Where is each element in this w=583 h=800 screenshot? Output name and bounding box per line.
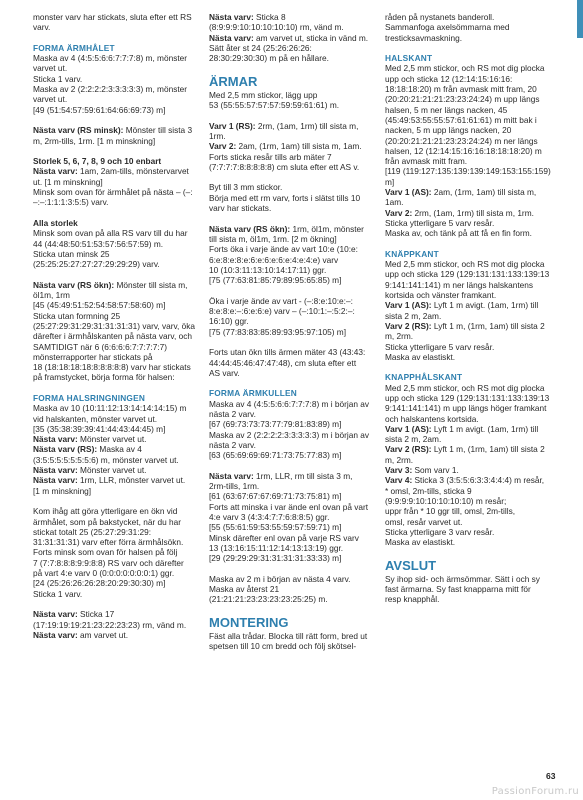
text-paragraph bbox=[209, 471, 374, 564]
bold-label: Varv 3: bbox=[385, 465, 413, 476]
line-text: Lyft 1 m, (1rm, 1am) till sista 2 bbox=[431, 320, 545, 331]
text-paragraph bbox=[33, 280, 197, 383]
text-line: 6:e:8:e:8:e:6:e:6:e:6:e:4:e:4:e) varv bbox=[209, 254, 339, 265]
page-edge-tab bbox=[577, 0, 583, 38]
text-line: Sammanfoga axelsömmarna med bbox=[385, 22, 510, 33]
text-line: Maska av 10 (10:11:12:13:14:14:14:15) m bbox=[33, 403, 187, 414]
text-line: Med 2,5 mm stickor, och RS mot dig plocka bbox=[385, 63, 545, 74]
text-line bbox=[385, 444, 553, 454]
text-line: [45 (45:49:51:52:54:58:57:58:60) m] bbox=[33, 300, 166, 311]
text-line: Med 2,5 mm stickor, lägg upp bbox=[209, 89, 318, 100]
text-line: därefter i ärmhålskanten på nästa varv, och bbox=[33, 331, 192, 342]
line-text: 2am, (1rm, 1am) till sista m, bbox=[431, 187, 537, 198]
text-line: Sticka utan minsk 25 bbox=[33, 248, 110, 259]
text-line bbox=[33, 465, 197, 475]
text-paragraph bbox=[385, 259, 553, 362]
text-paragraph bbox=[209, 182, 374, 213]
text-line: Maska av återst 21 bbox=[209, 584, 280, 595]
bold-label: Storlek 5, 6, 7, 8, 9 och 10 enbart bbox=[33, 156, 162, 167]
text-line: Sätt åter st 24 (25:26:26:26: bbox=[209, 42, 312, 53]
text-line: * omsl, 2m-tills, sticka 9 bbox=[385, 485, 472, 496]
text-line: ut. [1 m minskning] bbox=[33, 176, 103, 187]
text-line: öl1m, 1rm bbox=[33, 290, 70, 301]
line-text: Sticka 17 bbox=[77, 609, 115, 620]
text-line: [61 (63:67:67:67:69:71:73:75:81) m] bbox=[209, 491, 342, 502]
text-line: Fäst alla trådar. Blocka till rätt form, bred ut bbox=[209, 630, 368, 641]
text-line: 44 (44:48:50:51:53:57:56:57:59) m. bbox=[33, 238, 164, 249]
text-line bbox=[33, 444, 197, 454]
line-text: Lyft 1 m, (1rm, 1am) till sista 2 bbox=[431, 444, 545, 455]
text-line: (21:21:21:23:23:23:23:25:25) m. bbox=[209, 594, 328, 605]
line-text: Sticka 8 bbox=[253, 12, 286, 22]
text-line: Maska av 4 (4:5:5:6:6:7:7:7:8) m i början av bbox=[209, 398, 370, 409]
text-line: sista 2 m, 2am. bbox=[385, 434, 442, 445]
text-line: [75 (77:63:81:85:79:89:95:65:85) m] bbox=[209, 275, 342, 286]
text-line: [63 (65:69:69:69:71:73:75:77:83) m] bbox=[209, 450, 342, 461]
section-heading: MONTERING bbox=[209, 614, 289, 630]
bold-label: Nästa varv: bbox=[209, 470, 254, 481]
text-paragraph bbox=[209, 399, 374, 461]
text-line: 18 (18:18:18:18:8:8:8:8:8) varv har stickats bbox=[33, 362, 191, 373]
text-line: 4:e varv 3 (4:3:4:7:7:6:8:8:5) ggr. bbox=[209, 511, 330, 522]
bold-label: Nästa varv: bbox=[33, 609, 78, 620]
bold-label: Varv 4: bbox=[385, 475, 413, 486]
text-line: halsen, 5 m ner längs nacken, 45 bbox=[385, 104, 508, 115]
text-line: 9:141:141:141) m ner längs halskantens bbox=[385, 279, 534, 290]
text-paragraph bbox=[385, 12, 553, 43]
text-line: Sticka utan formning 25 bbox=[33, 310, 121, 321]
text-paragraph bbox=[209, 90, 374, 111]
text-line bbox=[209, 224, 374, 234]
text-line: Sticka ytterligare 5 varv resår. bbox=[385, 341, 495, 352]
text-paragraph bbox=[209, 347, 374, 378]
line-text: Mönster varvet ut. bbox=[77, 434, 147, 445]
text-line: på framstycket, börja forma för halsen: bbox=[33, 372, 175, 383]
text-line bbox=[209, 12, 374, 22]
bold-label: Nästa varv: bbox=[33, 166, 78, 177]
text-line: Maska av 2 (2:2:2:2:3:3:3:3:3) m, mönster bbox=[33, 84, 188, 95]
text-line: –:–:1:1:1:3:5:5) varv. bbox=[33, 197, 109, 208]
text-line: (25:27:29:31:29:31:31:31:31) varv, varv, öka bbox=[33, 320, 196, 331]
text-line: fast ärmarna. Sy fast knapparna mitt för bbox=[385, 584, 531, 595]
text-line: mönsterrapporter har stickats på bbox=[33, 351, 153, 362]
text-line: (8:9:9:9:10:10:10:10:10) rm, vänd m. bbox=[209, 22, 344, 33]
text-line: (45:49:53:55:55:57:61:61:61) m mitt bak i bbox=[385, 114, 537, 125]
text-line: Öka i varje ände av vart - (–:8:e:10:e:–: bbox=[209, 295, 353, 306]
text-line: Maska av 2 m i början av nästa 4 varv. bbox=[209, 573, 351, 584]
text-line bbox=[33, 434, 197, 444]
text-line: (20:20:21:21:21:23:23:24:24) m upp längs bbox=[385, 94, 540, 105]
text-line: Forts utan ökn tills ärmen mäter 43 (43:43: bbox=[209, 347, 366, 358]
column-1 bbox=[33, 12, 197, 650]
text-line: Forts öka i varje ände av vart 10:e (10:e: bbox=[209, 244, 358, 255]
text-line: Maska av elastiskt. bbox=[385, 537, 456, 548]
text-line: varv har stickats. bbox=[209, 203, 272, 214]
text-line: [67 (69:73:73:73:77:79:81:83:89) m] bbox=[209, 419, 342, 430]
text-paragraph bbox=[209, 574, 374, 605]
line-text: 2rm, (1am, 1rm) till sista m, bbox=[255, 120, 359, 131]
section-heading: KNÄPPKANT bbox=[385, 248, 439, 259]
text-paragraph bbox=[385, 574, 553, 605]
text-line bbox=[209, 121, 374, 131]
bold-label: Nästa varv (RS ökn): bbox=[33, 279, 115, 290]
text-line bbox=[33, 156, 197, 166]
line-text: Mönster till sista m, bbox=[114, 279, 188, 290]
text-line: [49 (51:54:57:59:61:64:66:69:73) m] bbox=[33, 104, 166, 115]
line-text: 2am, (1rm, 1am) till sista m, 1am. bbox=[236, 141, 362, 152]
text-line: Maska av 2 (2:2:2:2:3:3:3:3:3) m i början av bbox=[209, 429, 370, 440]
text-line: (25:25:25:27:27:27:29:29:29) varv. bbox=[33, 259, 160, 270]
bold-label: Nästa varv: bbox=[33, 465, 78, 476]
text-line: Sticka ytterligare 5 varv resår. bbox=[385, 217, 495, 228]
text-line: Minsk därefter enl ovan på varje RS varv bbox=[209, 532, 359, 543]
text-line: m, 2rm. bbox=[385, 454, 414, 465]
text-paragraph bbox=[33, 156, 197, 207]
text-line: [55 (55:61:59:53:55:59:57:59:71) m] bbox=[209, 522, 342, 533]
section-heading: ÄRMAR bbox=[209, 73, 258, 89]
text-line: Sticka 1 varv. bbox=[33, 73, 83, 84]
text-line: kortsida och vänster framkant. bbox=[385, 290, 497, 301]
text-line: Forts minsk som ovan för halsen på följ bbox=[33, 547, 178, 558]
text-paragraph bbox=[33, 53, 197, 115]
text-line: (7:7:7:7:8:8:8:8:8) cm sluta efter ett AS v. bbox=[209, 161, 360, 172]
text-line: resp knapphål. bbox=[385, 594, 440, 605]
text-line: Byt till 3 mm stickor. bbox=[209, 182, 283, 193]
line-text: am varvet ut. bbox=[77, 629, 129, 640]
text-line: sista 2 m, 2am. bbox=[385, 310, 442, 321]
bold-label: Nästa varv (RS minsk): bbox=[33, 125, 124, 136]
text-line bbox=[385, 208, 553, 218]
bold-label: Nästa varv (RS): bbox=[33, 444, 98, 455]
text-line: upp och sticka 129 (129:131:131:133:139:13 bbox=[385, 269, 550, 280]
text-line bbox=[385, 321, 553, 331]
text-line: Börja med ett rm varv, forts i slätst tills 10 bbox=[209, 192, 361, 203]
text-line: varvet ut. bbox=[33, 94, 68, 105]
section-heading: AVSLUT bbox=[385, 557, 437, 573]
line-text: 1rm, LLR, mönster varvet ut. bbox=[77, 475, 186, 486]
bold-label: Varv 2: bbox=[385, 207, 413, 218]
text-line bbox=[33, 609, 197, 619]
bold-label: Alla storlek bbox=[33, 217, 78, 228]
text-line: nacken, 5 m upp längs nacken, 20 bbox=[385, 125, 512, 136]
text-line: 8:e:8:e:–:6:e:6:e) varv – (–:10:1:–:5:2:–: bbox=[209, 306, 355, 317]
text-line: halsen, 12 (12:14:15:16:16:18:18:18:20) m bbox=[385, 145, 542, 156]
text-line: 2rm-tills, 1rm. bbox=[209, 481, 260, 492]
column-2 bbox=[209, 12, 374, 662]
text-paragraph bbox=[33, 609, 197, 640]
text-paragraph bbox=[385, 63, 553, 238]
text-line: m, 2rm. bbox=[385, 331, 414, 342]
text-line bbox=[33, 166, 197, 176]
text-line bbox=[385, 300, 553, 310]
page-number: 63 bbox=[546, 771, 556, 781]
line-text: Sticka 3 (3:5:5:6:3:3:4:4:4) m resår, bbox=[412, 475, 545, 486]
text-line bbox=[385, 465, 553, 475]
text-line bbox=[209, 33, 374, 43]
text-paragraph bbox=[33, 403, 197, 496]
text-line: [119 (119:127:135:139:139:149:153:155:159) bbox=[385, 166, 551, 177]
text-line: Maska av elastiskt. bbox=[385, 351, 456, 362]
line-text: 1rm, LLR, rm till sista 3 m, bbox=[253, 470, 353, 481]
text-line bbox=[209, 471, 374, 481]
section-heading: FORMA ÄRMHÅLET bbox=[33, 42, 115, 53]
line-text: 1rm, öl1m, mönster bbox=[290, 223, 364, 234]
text-line: Sticka ytterligare 3 varv resår. bbox=[385, 526, 495, 537]
text-line: upp och sticka 129 (129:131:131:133:139:13 bbox=[385, 392, 550, 403]
section-heading: FORMA ÄRMKULLEN bbox=[209, 388, 297, 399]
text-line: Sticka 1 varv. bbox=[33, 588, 83, 599]
text-line: m] bbox=[385, 176, 395, 187]
text-paragraph bbox=[33, 218, 197, 269]
text-line: varvet ut. bbox=[33, 63, 68, 74]
bold-label: Varv 1 (RS): bbox=[209, 120, 256, 131]
bold-label: Nästa varv: bbox=[209, 32, 254, 43]
text-line bbox=[33, 218, 197, 228]
line-text: Lyft 1 m avigt. (1am, 1rm) till bbox=[431, 300, 539, 311]
text-line: Med 2,5 mm stickor, och RS mot dig plocka bbox=[385, 382, 545, 393]
text-line bbox=[385, 187, 553, 197]
text-line: 31:31:31:31) varv efter förra ärmhålsökn. bbox=[33, 537, 184, 548]
text-paragraph bbox=[209, 12, 374, 63]
text-line: 10 (10:3:11:13:10:14:17:11) ggr. bbox=[209, 264, 327, 275]
text-line: Sy ihop sid- och ärmsömmar. Sätt i och sy bbox=[385, 573, 540, 584]
line-text: Lyft 1 m avigt. (1am, 1rm) till bbox=[431, 423, 539, 434]
text-line: på vart 4:e varv 0 (0:0:0:0:0:0:0:1) ggr. bbox=[33, 568, 175, 579]
bold-label: Varv 2 (RS): bbox=[385, 444, 432, 455]
line-text: Mönster till sista 3 bbox=[123, 125, 193, 136]
text-line: från avmask mitt fram. bbox=[385, 156, 468, 167]
text-line: 9:141:141:141) m upp längs höger framkant bbox=[385, 403, 547, 414]
text-line: monster varv har stickats, sluta efter ett RS bbox=[33, 12, 192, 22]
text-line: 7 (7:7:8:8:8:9:9:8:8) RS varv och därefter bbox=[33, 557, 184, 568]
text-line: varv. bbox=[33, 22, 51, 33]
text-paragraph bbox=[209, 224, 374, 286]
text-line: 1rm. bbox=[209, 130, 226, 141]
section-heading: KNAPPHÅLSKANT bbox=[385, 372, 463, 383]
text-line: 1am. bbox=[385, 197, 404, 208]
text-line: till sista m, öl1m, 1rm. [2 m ökning] bbox=[209, 233, 337, 244]
text-line: [35 (35:38:39:39:41:44:43:44:45) m] bbox=[33, 423, 166, 434]
section-heading: FORMA HALSRINGNINGEN bbox=[33, 392, 146, 403]
text-line: [24 (25:26:26:26:28:20:29:30:30) m] bbox=[33, 578, 166, 589]
text-line: 44:44:45:46:47:47:48), cm sluta efter ett bbox=[209, 357, 357, 368]
bold-label: Varv 1 (AS): bbox=[385, 423, 432, 434]
bold-label: Varv 1 (AS): bbox=[385, 187, 432, 198]
text-paragraph bbox=[209, 296, 374, 337]
bold-label: Varv 2 (RS): bbox=[385, 320, 432, 331]
column-3 bbox=[385, 12, 553, 615]
text-paragraph bbox=[209, 631, 374, 652]
text-line: Forts att minska i var ände enl ovan på vart bbox=[209, 501, 369, 512]
text-paragraph bbox=[385, 383, 553, 548]
text-line bbox=[385, 475, 553, 485]
line-text: Mönster varvet ut. bbox=[77, 465, 147, 476]
line-text: Maska av 4 bbox=[97, 444, 142, 455]
text-line: AS varv. bbox=[209, 367, 240, 378]
text-paragraph bbox=[33, 506, 197, 599]
text-line: (20:20:21:21:21:23:23:24:24) m ner längs bbox=[385, 135, 538, 146]
bold-label: Nästa varv: bbox=[33, 629, 78, 640]
text-line: ärmhålet, som på bakstycket, när du har bbox=[33, 516, 182, 527]
text-line: m, 2rm-tills, 1rm. [1 m minskning] bbox=[33, 135, 156, 146]
text-line: 16:10) ggr. bbox=[209, 316, 249, 327]
text-line: och halskantens kortsida. bbox=[385, 413, 479, 424]
text-line: SAMTIDIGT när 6 (6:6:6:6:7:7:7:7:7) bbox=[33, 341, 168, 352]
line-text: 2rm, (1am, 1rm) till sista m, 1rm. bbox=[412, 207, 534, 218]
bold-label: Varv 2: bbox=[209, 141, 237, 152]
text-line bbox=[33, 125, 197, 135]
text-line: (3:5:5:5:5:5:5:5:6) m, mönster varvet ut. bbox=[33, 454, 179, 465]
text-line: [75 (77:83:83:85:89:93:95:97:105) m] bbox=[209, 326, 346, 337]
text-line: Med 2,5 mm stickor, och RS mot dig plocka bbox=[385, 259, 545, 270]
text-line: Maska av 4 (4:5:5:6:6:7:7:7:8) m, mönster bbox=[33, 53, 188, 64]
text-line: stickat totalt 25 (25:27:29:31:29: bbox=[33, 526, 152, 537]
line-text: 1am, 2am-tills, mönstervarvet bbox=[77, 166, 189, 177]
text-line: vid halskanten, mönster varvet ut. bbox=[33, 413, 158, 424]
watermark: PassionForum.ru bbox=[491, 786, 579, 797]
bold-label: Nästa varv: bbox=[33, 475, 78, 486]
text-line: (9:9:9:9:10:10:10:10:10) m resår; bbox=[385, 495, 507, 506]
text-line: Kom ihåg att göra ytterligare en ökn vid bbox=[33, 506, 178, 517]
text-line: omsl, resår varvet ut. bbox=[385, 516, 463, 527]
text-line: 28:30:29:30:30) m på en hållare. bbox=[209, 53, 329, 64]
text-line: råden på nystanets banderoll. bbox=[385, 12, 495, 22]
text-line: 13 (13:16:15:11:12:14:13:13:19) ggr. bbox=[209, 542, 344, 553]
text-paragraph bbox=[33, 12, 197, 33]
bold-label: Nästa varv: bbox=[33, 434, 78, 445]
text-line: 53 (55:55:57:57:57:59:59:61:61) m. bbox=[209, 100, 340, 111]
text-line: Minsk som ovan för ärmhålet på nästa – (–: bbox=[33, 187, 193, 198]
text-line: [29 (29:29:29:31:31:31:31:33:33) m] bbox=[209, 553, 342, 564]
text-line bbox=[209, 141, 374, 151]
text-line: 18:18:18:20) m från avmask mitt fram, 20 bbox=[385, 84, 537, 95]
text-line: [1 m minskning] bbox=[33, 485, 92, 496]
text-line: (17:19:19:19:21:23:22:23:23) rm, vänd m. bbox=[33, 619, 187, 630]
text-line: upp och sticka 12 (12:14:15:16:16: bbox=[385, 73, 513, 84]
text-line: nästa 2 varv. bbox=[209, 408, 256, 419]
text-line: Forts sticka resår tills arb mäter 7 bbox=[209, 151, 332, 162]
text-paragraph bbox=[209, 121, 374, 172]
line-text: am varvet ut, sticka in vänd m. bbox=[253, 32, 369, 43]
text-line: Maska av, och tänk på att få en fin form. bbox=[385, 228, 532, 239]
bold-label: Nästa varv (RS ökn): bbox=[209, 223, 291, 234]
text-paragraph bbox=[33, 125, 197, 146]
text-line: nästa 2 varv. bbox=[209, 439, 256, 450]
section-heading: HALSKANT bbox=[385, 53, 433, 64]
text-line: tresticksavmaskning. bbox=[385, 32, 463, 43]
bold-label: Varv 1 (AS): bbox=[385, 300, 432, 311]
text-line bbox=[33, 280, 197, 290]
text-line: uppr från * 10 ggr till, omsl, 2m-tills, bbox=[385, 506, 516, 517]
text-line: spetsen till 10 cm bredd och följ skötsel- bbox=[209, 641, 357, 652]
text-line bbox=[33, 475, 197, 485]
line-text: Som varv 1. bbox=[412, 465, 459, 476]
text-line bbox=[385, 424, 553, 434]
text-line: Minsk som ovan på alla RS varv till du har bbox=[33, 228, 188, 239]
bold-label: Nästa varv: bbox=[209, 12, 254, 22]
text-line bbox=[33, 630, 197, 640]
